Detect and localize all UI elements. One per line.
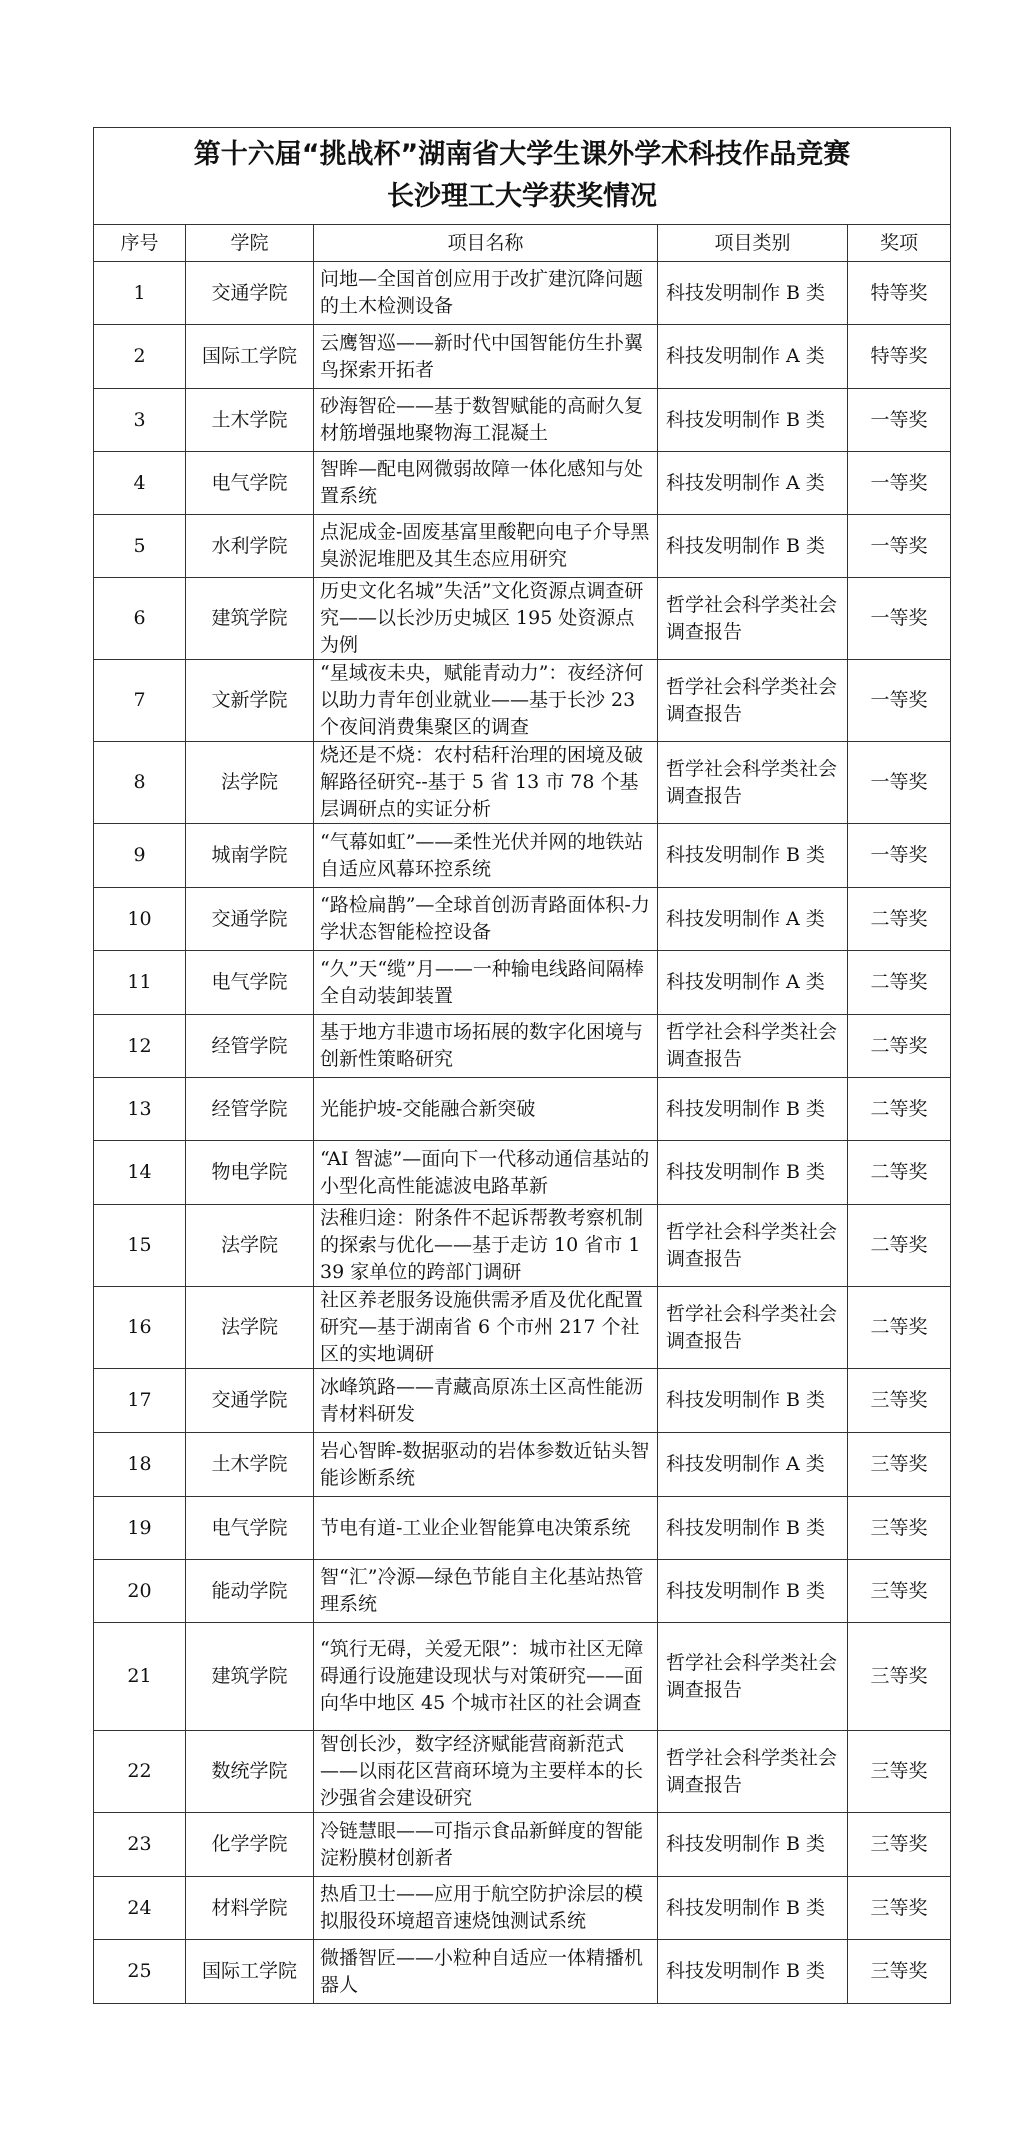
- row-category: 科技发明制作 A 类: [658, 951, 848, 1015]
- row-college: 土木学院: [186, 389, 314, 452]
- row-college: 城南学院: [186, 824, 314, 888]
- row-index: 21: [94, 1623, 186, 1731]
- row-college: 电气学院: [186, 452, 314, 515]
- header-category: 项目类别: [658, 225, 848, 262]
- row-category: 哲学社会科学类社会调查报告: [658, 742, 848, 824]
- row-award: 一等奖: [848, 742, 951, 824]
- row-category: 科技发明制作 B 类: [658, 515, 848, 578]
- table-row: [94, 1205, 951, 1287]
- row-project-name: 问地—全国首创应用于改扩建沉降问题的土木检测设备: [314, 262, 658, 325]
- row-college: 交通学院: [186, 1369, 314, 1433]
- row-college: 交通学院: [186, 888, 314, 951]
- row-college: 物电学院: [186, 1141, 314, 1205]
- row-category: 科技发明制作 B 类: [658, 1078, 848, 1141]
- award-table: [93, 127, 951, 2004]
- row-index: 3: [94, 389, 186, 452]
- table-row: [94, 888, 951, 951]
- table-row: [94, 824, 951, 888]
- table-row: [94, 1623, 951, 1731]
- row-category: 科技发明制作 B 类: [658, 1940, 848, 2004]
- row-project-name: 冰峰筑路——青藏高原冻土区高性能沥青材料研发: [314, 1369, 658, 1433]
- row-award: 一等奖: [848, 824, 951, 888]
- row-college: 国际工学院: [186, 325, 314, 389]
- row-college: 交通学院: [186, 262, 314, 325]
- table-row: [94, 1731, 951, 1813]
- row-award: 三等奖: [848, 1623, 951, 1731]
- row-index: 11: [94, 951, 186, 1015]
- row-index: 19: [94, 1497, 186, 1560]
- table-row: [94, 1078, 951, 1141]
- row-project-name: “久”天“缆”月——一种输电线路间隔棒全自动装卸装置: [314, 951, 658, 1015]
- row-college: 法学院: [186, 742, 314, 824]
- row-college: 法学院: [186, 1205, 314, 1287]
- table-row: [94, 1813, 951, 1877]
- row-project-name: 历史文化名城”失活”文化资源点调查研究——以长沙历史城区 195 处资源点为例: [314, 578, 658, 660]
- row-project-name: “气幕如虹”——柔性光伏并网的地铁站自适应风幕环控系统: [314, 824, 658, 888]
- row-index: 9: [94, 824, 186, 888]
- row-project-name: “路检扁鹊”—全球首创沥青路面体积-力学状态智能检控设备: [314, 888, 658, 951]
- row-college: 数统学院: [186, 1731, 314, 1813]
- row-project-name: 点泥成金-固废基富里酸靶向电子介导黑臭淤泥堆肥及其生态应用研究: [314, 515, 658, 578]
- row-college: 水利学院: [186, 515, 314, 578]
- row-project-name: 智创长沙，数字经济赋能营商新范式——以雨花区营商环境为主要样本的长沙强省会建设研究: [314, 1731, 658, 1813]
- row-award: 二等奖: [848, 1078, 951, 1141]
- header-project-name: 项目名称: [314, 225, 658, 262]
- table-row: [94, 515, 951, 578]
- row-award: 三等奖: [848, 1497, 951, 1560]
- row-index: 6: [94, 578, 186, 660]
- row-award: 三等奖: [848, 1940, 951, 2004]
- header-row: [94, 225, 951, 262]
- row-project-name: 冷链慧眼——可指示食品新鲜度的智能淀粉膜材创新者: [314, 1813, 658, 1877]
- table-row: [94, 1497, 951, 1560]
- row-project-name: 基于地方非遗市场拓展的数字化困境与创新性策略研究: [314, 1015, 658, 1078]
- row-category: 科技发明制作 B 类: [658, 1877, 848, 1940]
- title-line-1: 第十六届“挑战杯”湖南省大学生课外学术科技作品竞赛: [193, 139, 851, 170]
- row-award: 一等奖: [848, 660, 951, 742]
- row-project-name: 烧还是不烧：农村秸秆治理的困境及破解路径研究--基于 5 省 13 市 78 个基层调研点的实证分析: [314, 742, 658, 824]
- row-index: 15: [94, 1205, 186, 1287]
- row-index: 1: [94, 262, 186, 325]
- row-award: 一等奖: [848, 515, 951, 578]
- row-project-name: “AI 智滤”—面向下一代移动通信基站的小型化高性能滤波电路革新: [314, 1141, 658, 1205]
- row-category: 哲学社会科学类社会调查报告: [658, 1731, 848, 1813]
- row-award: 一等奖: [848, 452, 951, 515]
- row-project-name: 岩心智眸-数据驱动的岩体参数近钻头智能诊断系统: [314, 1433, 658, 1497]
- row-project-name: “星域夜未央，赋能青动力”：夜经济何以助力青年创业就业——基于长沙 23 个夜间消费集聚区的调查: [314, 660, 658, 742]
- row-index: 4: [94, 452, 186, 515]
- row-award: 二等奖: [848, 1287, 951, 1369]
- award-table-body: [94, 262, 951, 2004]
- table-row: [94, 325, 951, 389]
- row-index: 5: [94, 515, 186, 578]
- row-project-name: 节电有道-工业企业智能算电决策系统: [314, 1497, 658, 1560]
- row-project-name: 砂海智砼——基于数智赋能的高耐久复材筋增强地聚物海工混凝土: [314, 389, 658, 452]
- row-index: 13: [94, 1078, 186, 1141]
- row-project-name: 云鹰智巡——新时代中国智能仿生扑翼鸟探索开拓者: [314, 325, 658, 389]
- table-row: [94, 1940, 951, 2004]
- row-award: 二等奖: [848, 1205, 951, 1287]
- table-row: [94, 1433, 951, 1497]
- row-college: 电气学院: [186, 1497, 314, 1560]
- row-college: 经管学院: [186, 1015, 314, 1078]
- row-project-name: 法稚归途：附条件不起诉帮教考察机制的探索与优化——基于走访 10 省市 139 家单位的跨部门调研: [314, 1205, 658, 1287]
- header-index: 序号: [94, 225, 186, 262]
- row-index: 23: [94, 1813, 186, 1877]
- row-category: 哲学社会科学类社会调查报告: [658, 578, 848, 660]
- row-index: 14: [94, 1141, 186, 1205]
- row-award: 三等奖: [848, 1433, 951, 1497]
- table-row: [94, 1560, 951, 1623]
- row-category: 科技发明制作 B 类: [658, 1141, 848, 1205]
- row-project-name: “筑行无碍，关爱无限”：城市社区无障碍通行设施建设现状与对策研究——面向华中地区 45 个城市社区的社会调查: [314, 1623, 658, 1731]
- row-college: 建筑学院: [186, 578, 314, 660]
- row-index: 8: [94, 742, 186, 824]
- table-row: [94, 951, 951, 1015]
- row-project-name: 智“汇”冷源—绿色节能自主化基站热管理系统: [314, 1560, 658, 1623]
- row-college: 能动学院: [186, 1560, 314, 1623]
- row-category: 哲学社会科学类社会调查报告: [658, 660, 848, 742]
- table-row: [94, 1287, 951, 1369]
- row-category: 科技发明制作 A 类: [658, 452, 848, 515]
- row-index: 10: [94, 888, 186, 951]
- award-document: [93, 127, 950, 2004]
- row-index: 2: [94, 325, 186, 389]
- row-index: 18: [94, 1433, 186, 1497]
- row-category: 科技发明制作 B 类: [658, 1813, 848, 1877]
- table-row: [94, 1141, 951, 1205]
- row-college: 建筑学院: [186, 1623, 314, 1731]
- row-category: 科技发明制作 B 类: [658, 389, 848, 452]
- row-category: 科技发明制作 B 类: [658, 1560, 848, 1623]
- row-category: 科技发明制作 B 类: [658, 1497, 848, 1560]
- table-row: [94, 1877, 951, 1940]
- row-college: 电气学院: [186, 951, 314, 1015]
- row-college: 材料学院: [186, 1877, 314, 1940]
- row-category: 科技发明制作 A 类: [658, 888, 848, 951]
- row-award: 一等奖: [848, 578, 951, 660]
- row-award: 特等奖: [848, 262, 951, 325]
- table-row: [94, 1015, 951, 1078]
- row-project-name: 热盾卫士——应用于航空防护涂层的模拟服役环境超音速烧蚀测试系统: [314, 1877, 658, 1940]
- row-index: 24: [94, 1877, 186, 1940]
- row-award: 特等奖: [848, 325, 951, 389]
- row-college: 国际工学院: [186, 1940, 314, 2004]
- row-category: 哲学社会科学类社会调查报告: [658, 1015, 848, 1078]
- row-award: 二等奖: [848, 1015, 951, 1078]
- row-category: 科技发明制作 A 类: [658, 1433, 848, 1497]
- row-project-name: 智眸—配电网微弱故障一体化感知与处置系统: [314, 452, 658, 515]
- title-line-2: 长沙理工大学获奖情况: [387, 181, 658, 212]
- table-row: [94, 1369, 951, 1433]
- row-award: 三等奖: [848, 1731, 951, 1813]
- row-college: 化学学院: [186, 1813, 314, 1877]
- row-category: 哲学社会科学类社会调查报告: [658, 1287, 848, 1369]
- row-project-name: 光能护坡-交能融合新突破: [314, 1078, 658, 1141]
- table-row: [94, 389, 951, 452]
- row-college: 文新学院: [186, 660, 314, 742]
- row-category: 哲学社会科学类社会调查报告: [658, 1623, 848, 1731]
- header-award: 奖项: [848, 225, 951, 262]
- row-award: 二等奖: [848, 888, 951, 951]
- row-index: 22: [94, 1731, 186, 1813]
- header-college: 学院: [186, 225, 314, 262]
- row-category: 科技发明制作 A 类: [658, 325, 848, 389]
- row-category: 科技发明制作 B 类: [658, 824, 848, 888]
- row-index: 17: [94, 1369, 186, 1433]
- row-index: 20: [94, 1560, 186, 1623]
- document-title: [94, 128, 951, 225]
- table-row: [94, 578, 951, 660]
- row-category: 哲学社会科学类社会调查报告: [658, 1205, 848, 1287]
- row-category: 科技发明制作 B 类: [658, 262, 848, 325]
- row-award: 三等奖: [848, 1560, 951, 1623]
- row-index: 25: [94, 1940, 186, 2004]
- table-row: [94, 742, 951, 824]
- row-index: 7: [94, 660, 186, 742]
- title-row: [94, 128, 951, 225]
- table-row: [94, 262, 951, 325]
- row-college: 经管学院: [186, 1078, 314, 1141]
- row-award: 三等奖: [848, 1877, 951, 1940]
- row-project-name: 社区养老服务设施供需矛盾及优化配置研究—基于湖南省 6 个市州 217 个社区的实地调研: [314, 1287, 658, 1369]
- table-row: [94, 452, 951, 515]
- row-award: 三等奖: [848, 1369, 951, 1433]
- row-index: 16: [94, 1287, 186, 1369]
- row-award: 二等奖: [848, 1141, 951, 1205]
- table-row: [94, 660, 951, 742]
- row-award: 二等奖: [848, 951, 951, 1015]
- row-index: 12: [94, 1015, 186, 1078]
- row-project-name: 微播智匠——小粒种自适应一体精播机器人: [314, 1940, 658, 2004]
- row-college: 土木学院: [186, 1433, 314, 1497]
- row-award: 三等奖: [848, 1813, 951, 1877]
- row-category: 科技发明制作 B 类: [658, 1369, 848, 1433]
- row-award: 一等奖: [848, 389, 951, 452]
- row-college: 法学院: [186, 1287, 314, 1369]
